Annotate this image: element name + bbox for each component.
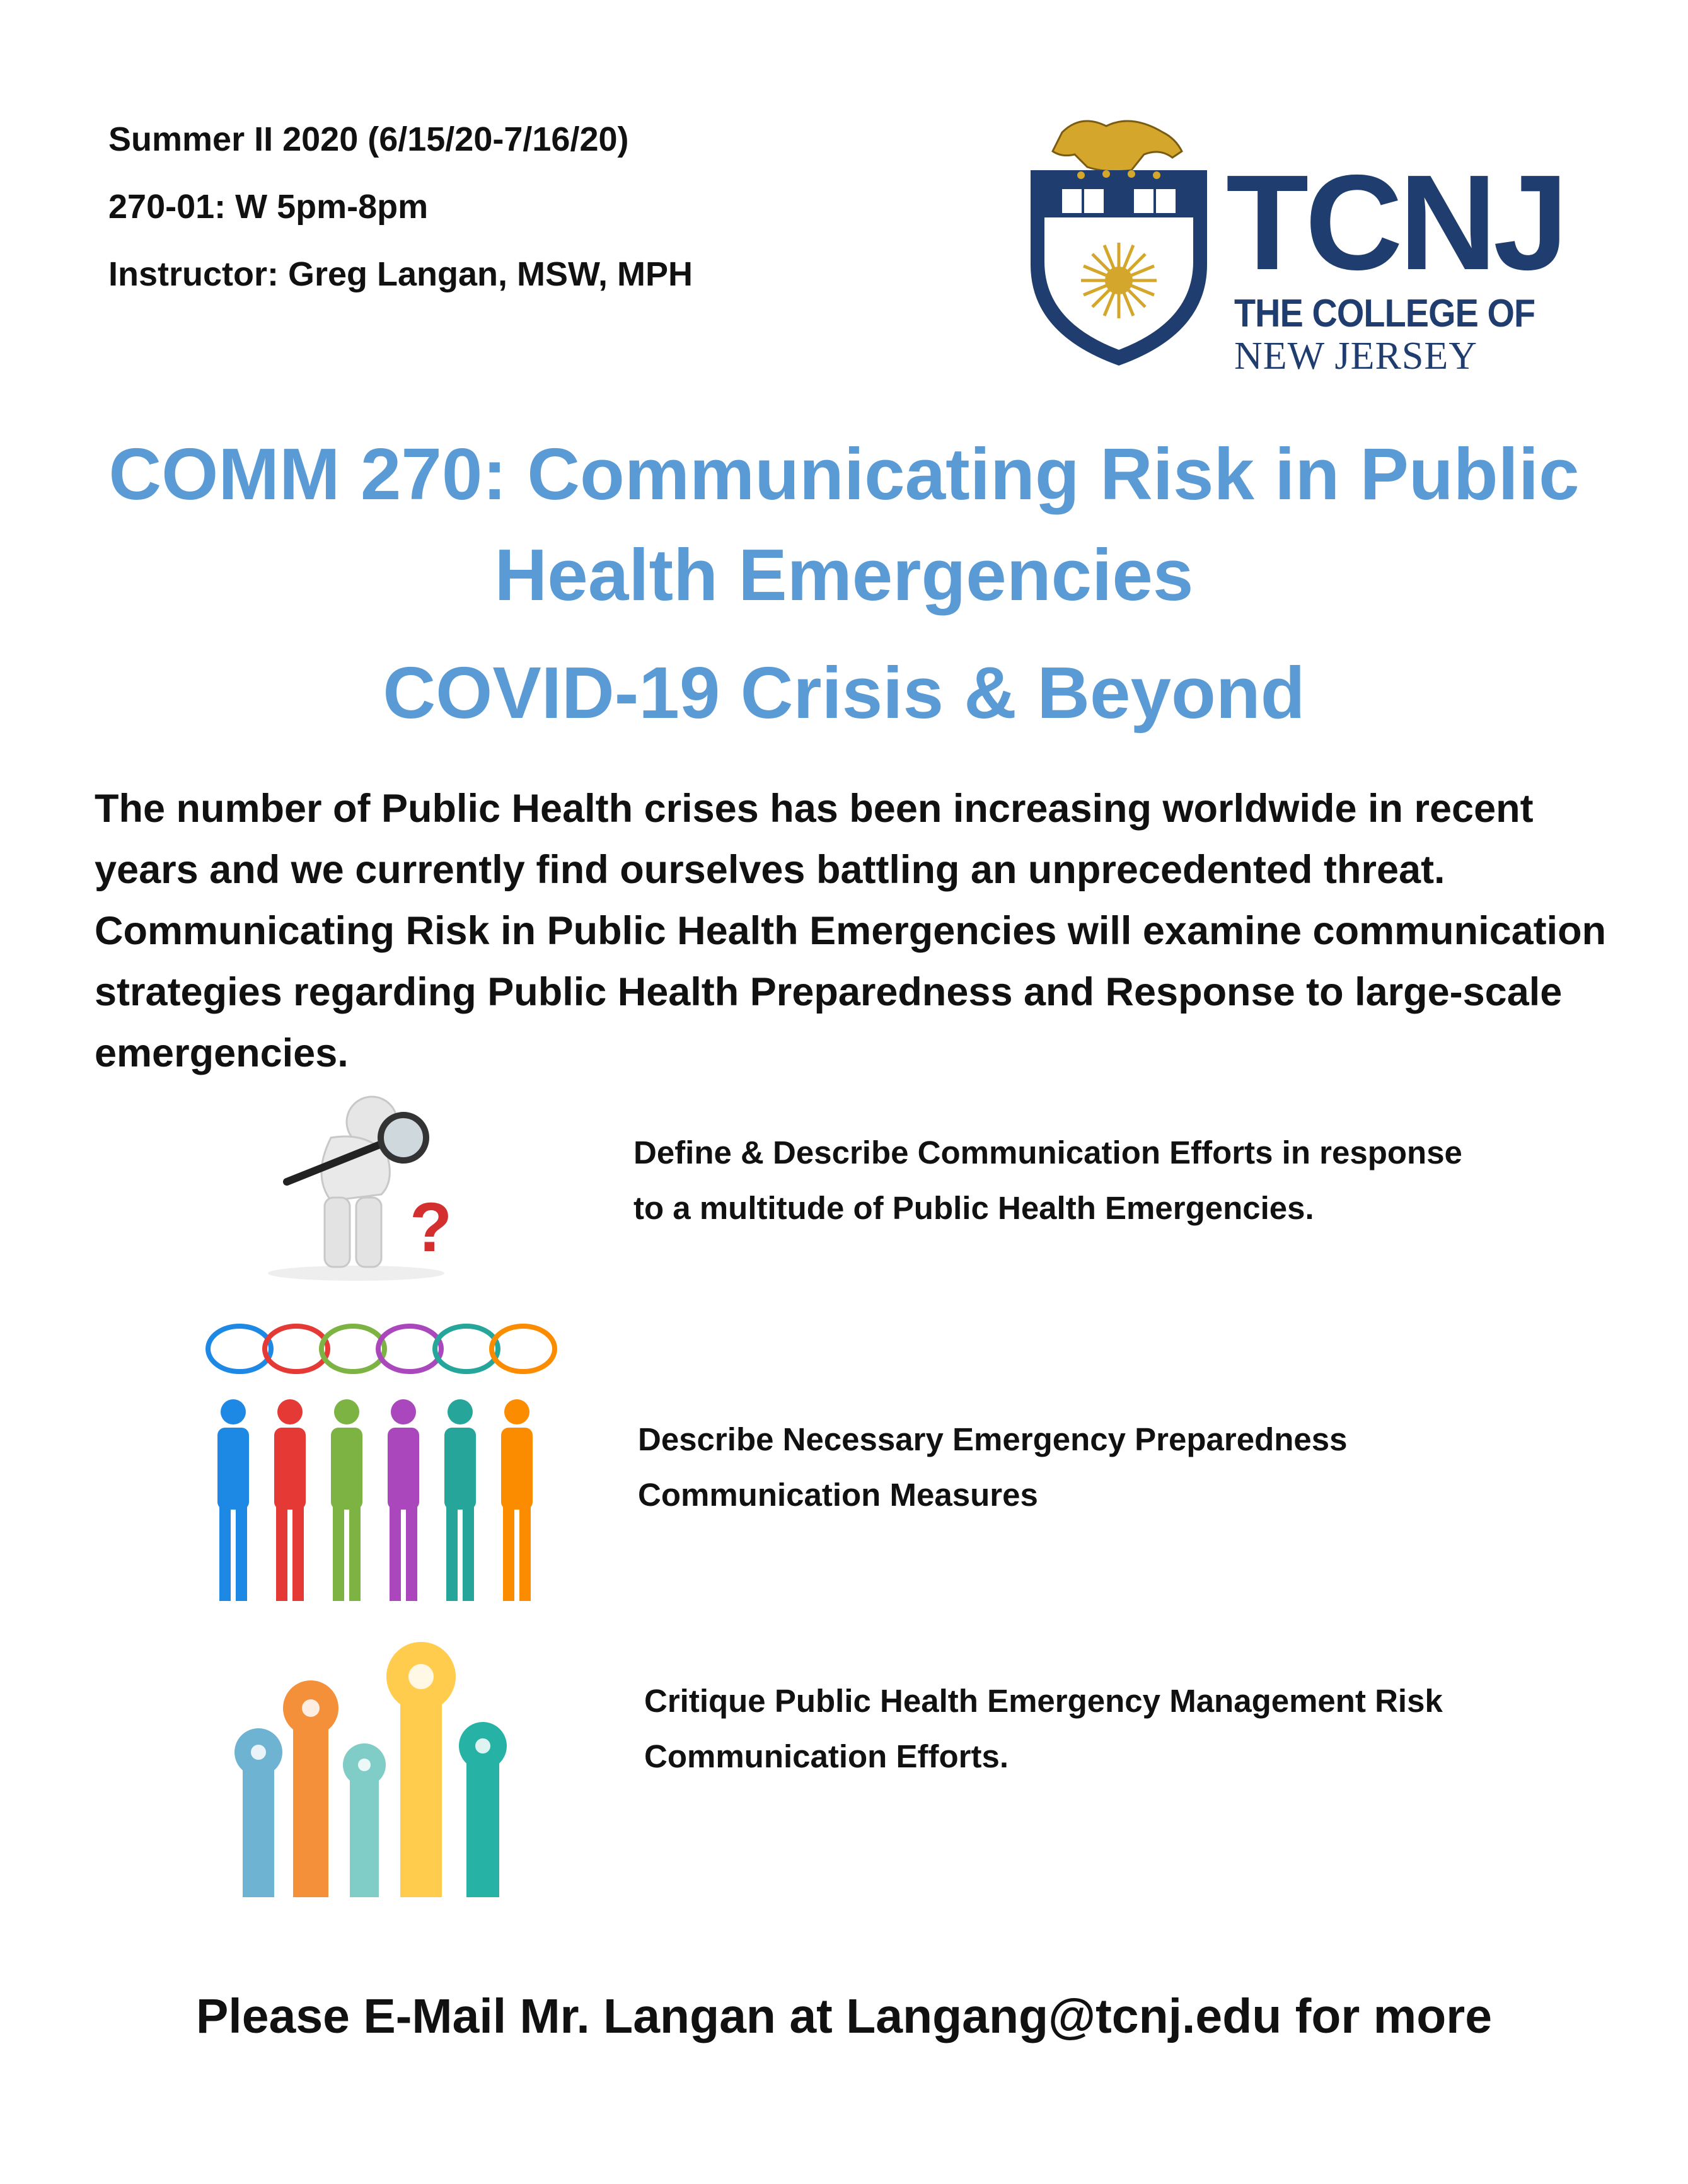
course-section: 270-01: W 5pm-8pm	[108, 188, 429, 226]
objective-1-line1: Define & Describe Communication Efforts in response	[633, 1135, 1462, 1170]
people-speech-bubbles-icon	[202, 1317, 567, 1607]
objective-1-line2: to a multitude of Public Health Emergencies.	[633, 1190, 1314, 1226]
tcnj-wordmark: TCNJ	[1226, 146, 1565, 298]
objective-3-line2: Communication Efforts.	[644, 1738, 1009, 1774]
objective-2-line2: Communication Measures	[638, 1477, 1038, 1513]
tcnj-shield-logo-icon	[1024, 107, 1213, 372]
objective-2	[638, 1412, 1520, 1523]
objective-3-line1: Critique Public Health Emergency Management Risk	[644, 1683, 1443, 1719]
magnifier-question-figure-icon	[262, 1094, 463, 1283]
raised-hands-icon	[224, 1636, 520, 1900]
course-subtitle: COVID-19 Crisis & Beyond	[383, 652, 1305, 734]
course-term: Summer II 2020 (6/15/20-7/16/20)	[108, 120, 629, 158]
svg-text:?: ?	[410, 1189, 453, 1266]
tcnj-name-line1: THE COLLEGE OF	[1234, 292, 1535, 335]
course-description: The number of Public Health crises has been increasing worldwide in recent years and we currently find ourselves battling an unprecedented threat. Communicating Risk in Public Health Emergencies will examine communication strategies regarding Public Health Preparedness and Response to large-scale emergencies.	[95, 787, 1607, 1075]
course-title-line1: COMM 270: Communicating Risk in Public	[108, 433, 1580, 515]
objective-1	[633, 1125, 1516, 1236]
objective-3	[644, 1673, 1527, 1784]
course-instructor: Instructor: Greg Langan, MSW, MPH	[108, 255, 693, 293]
course-title-line2: Health Emergencies	[494, 534, 1194, 616]
tcnj-name-line2: NEW JERSEY	[1234, 335, 1478, 378]
objective-2-line1: Describe Necessary Emergency Preparedness	[638, 1421, 1348, 1457]
contact-footer: Please E-Mail Mr. Langan at Langang@tcnj.edu for more	[195, 1989, 1493, 2043]
